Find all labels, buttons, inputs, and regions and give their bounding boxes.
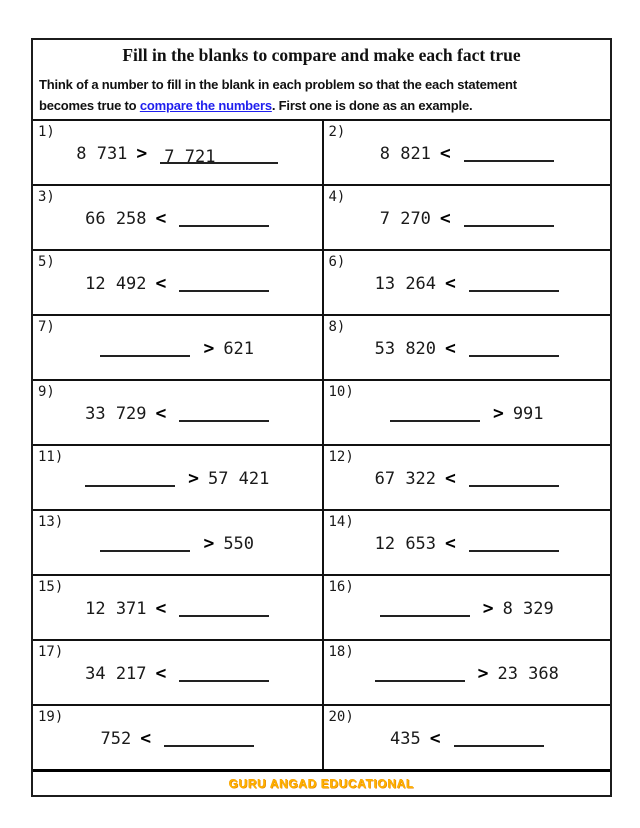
given-number: 12 653 — [374, 534, 437, 554]
problem-cell-13 — [33, 509, 322, 574]
problem-number: 20) — [328, 709, 354, 725]
instructions-line2-pre: becomes true to — [39, 98, 140, 113]
given-number: 66 258 — [85, 209, 147, 229]
given-number: 8 821 — [379, 144, 431, 164]
comparison-statement — [324, 511, 611, 554]
problem-number: 8) — [328, 319, 346, 335]
answer-blank[interactable] — [179, 275, 269, 292]
brand-logo-text: GURU ANGAD EDUCATIONAL — [228, 776, 415, 791]
answer-blank[interactable] — [179, 210, 269, 227]
comparison-statement — [33, 316, 322, 359]
problem-cell-11 — [33, 444, 322, 509]
comparison-symbol: < — [155, 663, 167, 684]
problem-cell-1 — [33, 119, 322, 184]
comparison-symbol: < — [445, 533, 456, 554]
given-number: 621 — [223, 339, 255, 359]
comparison-statement — [33, 121, 322, 167]
problem-number: 7) — [38, 319, 55, 335]
given-number: 23 368 — [497, 664, 559, 684]
problem-number: 1) — [38, 124, 55, 140]
comparison-statement — [324, 576, 611, 619]
comparison-statement — [324, 316, 611, 359]
problem-number: 17) — [38, 644, 64, 660]
comparison-symbol: < — [155, 403, 167, 424]
answer-blank[interactable] — [464, 145, 554, 162]
worksheet-table — [31, 38, 612, 797]
answer-blank[interactable] — [179, 665, 269, 682]
comparison-symbol: > — [203, 533, 215, 554]
problem-cell-4 — [322, 184, 611, 249]
page-title: Fill in the blanks to compare and make each fact true — [122, 44, 521, 65]
given-number: 752 — [100, 729, 132, 749]
problem-cell-5 — [33, 249, 322, 314]
comparison-statement — [33, 251, 322, 294]
problem-number: 19) — [38, 709, 64, 725]
comparison-symbol: < — [439, 143, 451, 164]
compare-numbers-link[interactable]: compare the numbers — [139, 98, 272, 113]
answer-blank[interactable] — [179, 405, 269, 422]
comparison-symbol: < — [439, 208, 451, 229]
problem-number: 14) — [328, 514, 354, 530]
given-number: 991 — [512, 404, 544, 424]
instructions-line2-post: . First one is done as an example. — [271, 98, 473, 113]
problem-cell-19 — [33, 704, 322, 769]
problem-cell-16 — [322, 574, 611, 639]
comparison-symbol: < — [445, 468, 456, 489]
comparison-symbol: < — [429, 728, 441, 749]
answer-blank[interactable] — [390, 405, 480, 422]
comparison-statement — [33, 576, 322, 619]
problem-cell-10 — [322, 379, 611, 444]
comparison-symbol: < — [140, 728, 152, 749]
given-number: 12 492 — [85, 274, 147, 294]
problem-number: 15) — [38, 579, 64, 595]
answer-blank[interactable] — [85, 470, 175, 487]
comparison-symbol: < — [155, 208, 167, 229]
comparison-statement — [33, 381, 322, 424]
problem-number: 4) — [328, 189, 346, 205]
comparison-statement — [324, 186, 611, 229]
answer-blank[interactable] — [179, 600, 269, 617]
problem-number: 3) — [38, 189, 55, 205]
instructions — [33, 70, 610, 119]
answer-blank[interactable] — [164, 730, 254, 747]
footer — [33, 769, 610, 795]
comparison-statement — [33, 446, 322, 489]
problem-cell-6 — [322, 249, 611, 314]
problem-number: 12) — [328, 449, 354, 465]
problem-number: 18) — [328, 644, 354, 660]
problem-cell-2 — [322, 119, 611, 184]
answer-blank[interactable] — [469, 535, 559, 552]
comparison-symbol: < — [155, 598, 167, 619]
answer-blank[interactable] — [469, 470, 559, 487]
comparison-symbol: < — [155, 273, 167, 294]
given-number: 13 264 — [374, 274, 437, 294]
problem-cell-9 — [33, 379, 322, 444]
problem-number: 2) — [328, 124, 346, 140]
problem-cell-17 — [33, 639, 322, 704]
given-number: 67 322 — [374, 469, 437, 489]
comparison-statement — [324, 381, 611, 424]
problem-number: 5) — [38, 254, 55, 270]
given-number: 8 329 — [502, 599, 554, 619]
problem-cell-3 — [33, 184, 322, 249]
problem-cell-14 — [322, 509, 611, 574]
answer-blank[interactable] — [454, 730, 544, 747]
problem-number: 16) — [328, 579, 354, 595]
comparison-statement — [324, 446, 611, 489]
problem-cell-20 — [322, 704, 611, 769]
comparison-symbol: > — [482, 598, 494, 619]
answer-blank[interactable] — [469, 275, 559, 292]
comparison-statement — [324, 641, 611, 684]
problem-cell-18 — [322, 639, 611, 704]
comparison-symbol: > — [136, 143, 148, 164]
answer-blank[interactable] — [100, 535, 190, 552]
given-number: 34 217 — [85, 664, 147, 684]
given-number: 8 731 — [76, 144, 128, 164]
answer-blank[interactable]: 7 721 — [160, 147, 278, 164]
comparison-statement — [33, 511, 322, 554]
instructions-line1: Think of a number to fill in the blank in each problem so that the each statement — [39, 77, 517, 92]
comparison-symbol: < — [445, 273, 456, 294]
instructions-line2 — [39, 95, 604, 116]
answer-blank[interactable] — [375, 665, 465, 682]
problem-number: 13) — [38, 514, 64, 530]
answer-blank[interactable] — [464, 210, 554, 227]
problem-number: 11) — [38, 449, 64, 465]
problem-number: 9) — [38, 384, 55, 400]
problem-cell-12 — [322, 444, 611, 509]
given-number: 435 — [389, 729, 421, 749]
answer-blank[interactable] — [469, 340, 559, 357]
given-number: 12 371 — [85, 599, 147, 619]
comparison-statement — [324, 706, 611, 749]
problem-number: 10) — [328, 384, 354, 400]
comparison-symbol: > — [188, 468, 199, 489]
problem-number: 6) — [328, 254, 346, 270]
given-number: 7 270 — [379, 209, 431, 229]
answer-blank[interactable] — [100, 340, 190, 357]
comparison-statement — [33, 186, 322, 229]
given-number: 53 820 — [374, 339, 437, 359]
problem-cell-7 — [33, 314, 322, 379]
comparison-statement — [33, 706, 322, 749]
comparison-statement — [324, 121, 611, 164]
comparison-symbol: > — [492, 403, 504, 424]
comparison-statement — [33, 641, 322, 684]
problem-cell-8 — [322, 314, 611, 379]
given-number: 33 729 — [85, 404, 147, 424]
comparison-symbol: > — [477, 663, 489, 684]
given-number: 57 421 — [207, 469, 270, 489]
given-number: 550 — [223, 534, 255, 554]
problem-cell-15 — [33, 574, 322, 639]
comparison-symbol: > — [203, 338, 215, 359]
answer-blank[interactable] — [380, 600, 470, 617]
comparison-symbol: < — [445, 338, 456, 359]
comparison-statement — [324, 251, 611, 294]
